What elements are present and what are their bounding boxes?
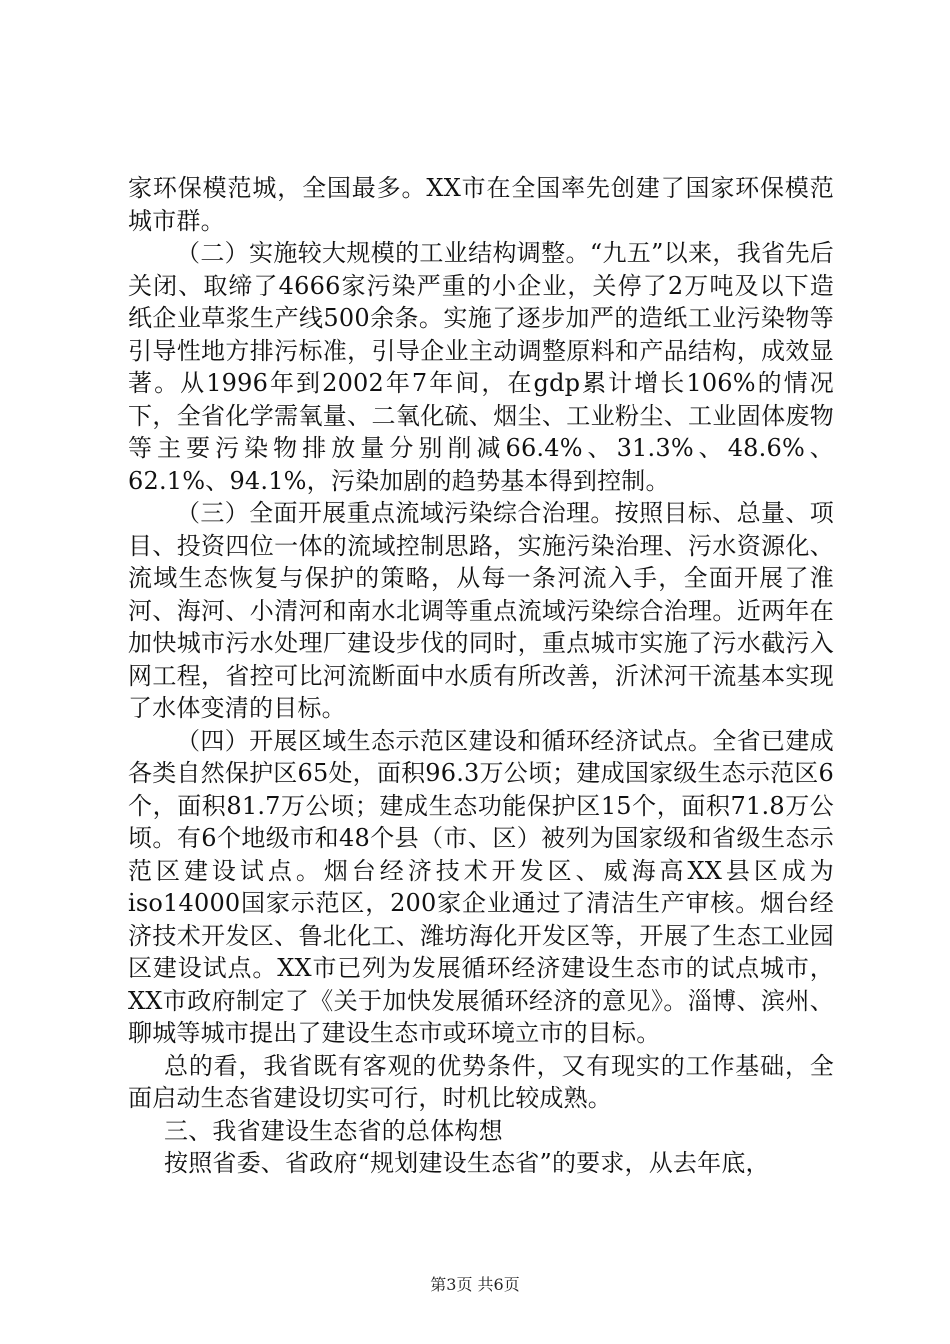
document-body [128,172,834,1180]
paragraph-eco-demonstration: （四）开展区域生态示范区建设和循环经济试点。全省已建成各类自然保护区65处，面积96.3万公顷；建成国家级生态示范区6个，面积81.7万公顷；建成生态功能保护区15个，面积71.8万公顷。有6个地级市和48个县（市、区）被列为国家级和省级生态示范区建设试点。烟台经济技术开发区、威海高XX县区成为iso14000国家示范区，200家企业通过了清洁生产审核。烟台经济技术开发区、鲁北化工、潍坊海化开发区等，开展了生态工业园区建设试点。XX市已列为发展循环经济建设生态市的试点城市，XX市政府制定了《关于加快发展循环经济的意见》。淄博、滨州、聊城等城市提出了建设生态市或环境立市的目标。 [128,726,834,1047]
paragraph-continuation: 家环保模范城，全国最多。XX市在全国率先创建了国家环保模范城市群。 [128,174,834,235]
paragraph-summary: 总的看，我省既有客观的优势条件，又有现实的工作基础，全面启动生态省建设切实可行，时机比较成熟。 [128,1051,834,1112]
paragraph-river-basin-treatment: （三）全面开展重点流域污染综合治理。按照目标、总量、项目、投资四位一体的流域控制思路，实施污染治理、污水资源化、流域生态恢复与保护的策略，从每一条河流入手，全面开展了淮河、海河、小清河和南水北调等重点流域污染综合治理。近两年在加快城市污水处理厂建设步伐的同时，重点城市实施了污水截污入网工程，省控可比河流断面中水质有所改善，沂沭河干流基本实现了水体变清的目标。 [128,499,834,722]
page-number-footer: 第3页 共6页 [430,1275,520,1294]
paragraph-plan-intro: 按照省委、省政府“规划建设生态省”的要求，从去年底， [164,1149,770,1177]
section-heading: 三、我省建设生态省的总体构想 [164,1116,503,1145]
paragraph-industrial-restructuring: （二）实施较大规模的工业结构调整。“九五”以来，我省先后关闭、取缔了4666家污染严重的小企业，关停了2万吨及以下造纸企业草浆生产线500余条。实施了逐步加严的造纸工业污染物等引导性地方排污标准，引导企业主动调整原料和产品结构，成效显著。从1996年到2002年7年间，在gdp累计增长106%的情况下，全省化学需氧量、二氧化硫、烟尘、工业粉尘、工业固体废物等主要污染物排放量分别削减66.4%、31.3%、48.6%、62.1%、94.1%，污染加剧的趋势基本得到控制。 [128,239,834,495]
